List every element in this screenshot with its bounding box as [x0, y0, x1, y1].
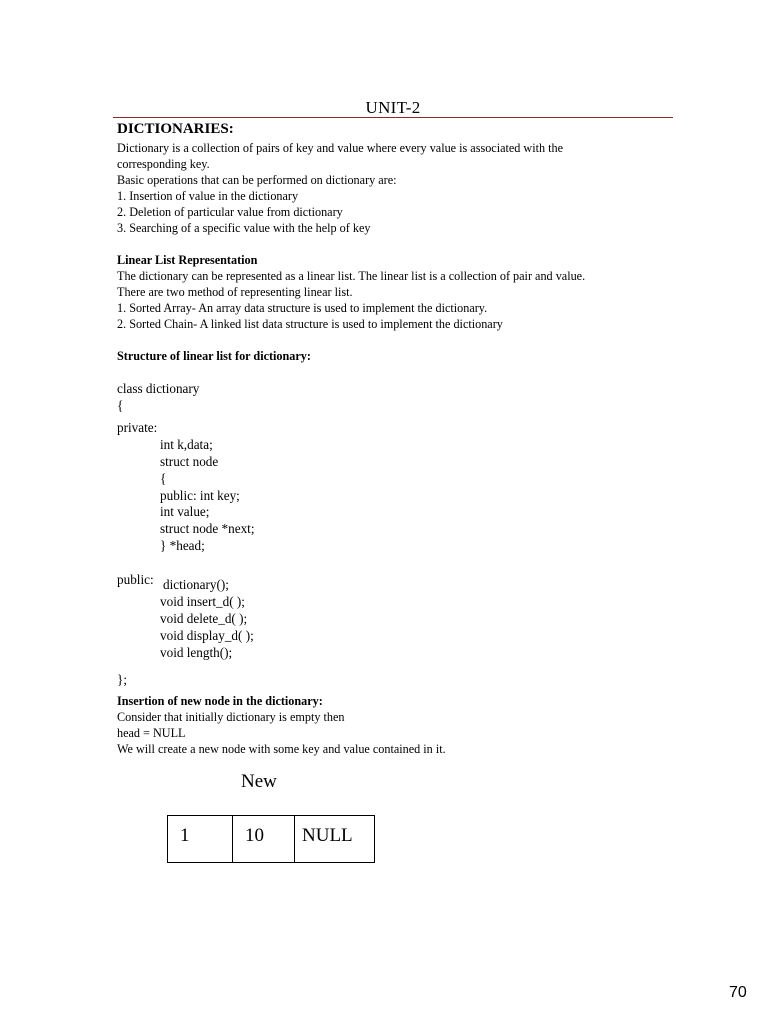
code-private-line: int value; [160, 504, 210, 519]
code-private-line: public: int key; [160, 488, 240, 503]
insertion-line: head = NULL [117, 726, 186, 740]
intro-line: Dictionary is a collection of pairs of key and value where every value is associated with the [117, 141, 564, 155]
node-value-cell: 10 [232, 816, 294, 862]
intro-line: 1. Insertion of value in the dictionary [117, 189, 299, 203]
code-close: }; [117, 672, 127, 687]
linear-list-line: There are two method of representing linear list. [117, 285, 353, 299]
code-private-line: struct node *next; [160, 521, 255, 536]
code-public-line: void display_d( ); [160, 628, 254, 643]
code-private-label: private: [117, 420, 158, 435]
structure-heading: Structure of linear list for dictionary: [117, 349, 311, 363]
code-public-line: void insert_d( ); [160, 594, 245, 609]
code-private-line: { [160, 471, 167, 486]
linear-list-heading: Linear List Representation [117, 253, 258, 267]
code-private-line: int k,data; [160, 437, 213, 452]
code-class-decl: class dictionary [117, 381, 200, 396]
insertion-line: We will create a new node with some key and value contained in it. [117, 742, 446, 756]
code-public-line: dictionary(); [163, 577, 229, 592]
section-heading: DICTIONARIES: [117, 121, 234, 137]
unit-title: UNIT-2 [365, 98, 421, 117]
code-private-line: } *head; [160, 538, 205, 553]
code-private-line: struct node [160, 454, 219, 469]
insertion-line: Consider that initially dictionary is empty then [117, 710, 345, 724]
intro-line: 2. Deletion of particular value from dictionary [117, 205, 343, 219]
linear-list-line: The dictionary can be represented as a linear list. The linear list is a collection of pair and value. [117, 269, 586, 283]
code-public-line: void length(); [160, 645, 233, 660]
intro-line: 3. Searching of a specific value with the help of key [117, 221, 371, 235]
intro-line: Basic operations that can be performed on dictionary are: [117, 173, 397, 187]
insertion-heading: Insertion of new node in the dictionary: [117, 694, 323, 708]
page-number: 70 [729, 984, 747, 1001]
title-divider [113, 117, 673, 118]
node-next-cell: NULL [294, 816, 374, 862]
code-open-brace: { [117, 398, 124, 413]
linear-list-line: 2. Sorted Chain- A linked list data structure is used to implement the dictionary [117, 317, 503, 331]
intro-line: corresponding key. [117, 157, 210, 171]
node-key-cell: 1 [180, 825, 190, 846]
code-public-line: void delete_d( ); [160, 611, 248, 626]
new-node-label: New [241, 771, 277, 792]
code-public-label: public: [117, 572, 154, 587]
linear-list-line: 1. Sorted Array- An array data structure is used to implement the dictionary. [117, 301, 488, 315]
new-node-diagram [167, 815, 375, 863]
